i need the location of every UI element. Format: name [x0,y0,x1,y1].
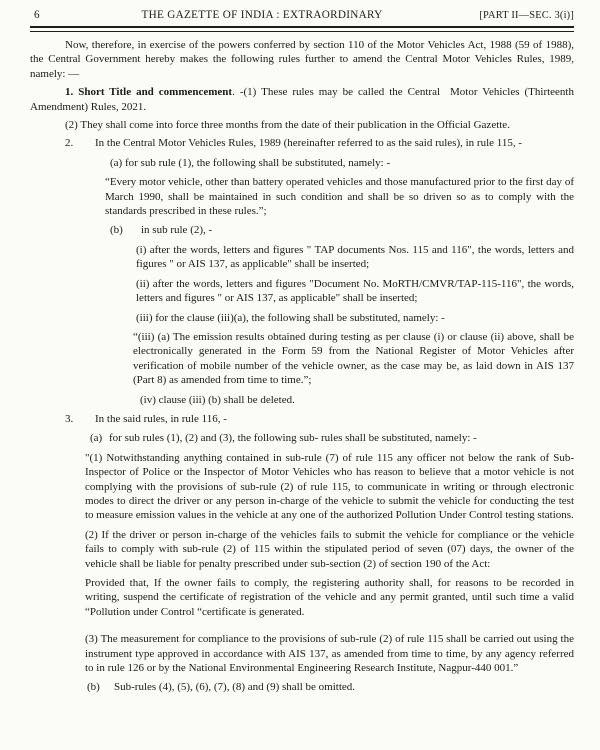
amendment-item-2 [65,136,574,150]
item-2-number: 2. [65,137,74,150]
clause-2b-iii: (iii) for the clause (iii)(a), the following shall be substituted, namely: - [136,311,445,324]
rule-1-paragraph [30,85,574,114]
gazette-title: THE GAZETTE OF INDIA : EXTRAORDINARY [141,9,383,21]
amendment-item-3 [65,412,574,426]
clause-3a-label: (a) [90,432,103,445]
rule-1-text: . -(1) These rules may be called the Central Motor Vehicles (Thirteenth Amendment) Rules, 2021. [30,86,574,113]
substituted-sub-rule-116-2: (2) If the driver or person in-charge of the vehicles fails to submit the vehicle for compliance or the vehicle fails to comply with sub-rule (2) of 115 within the stipulated period of seven (07) days, the owner of the vehicle shall be liable for penalty prescribed under sub-section (2) of section 190 of the Act: [85,528,574,570]
clause-3b [87,680,574,694]
item-3-text: In the said rules, in rule 116, - [95,412,227,425]
page-header [30,8,574,23]
clause-2b-text: in sub rule (2), - [141,224,213,237]
rule-1-sub-2: (2) They shall come into force three months from the date of their publication in the Official Gazette. [65,119,510,132]
part-section-label: [PART II—SEC. 3(i)] [479,10,574,21]
header-rule [30,26,574,32]
rule-1-heading: 1. Short Title and commencement [65,86,233,99]
clause-3b-text: Sub-rules (4), (5), (6), (7), (8) and (9) shall be omitted. [114,681,356,694]
substituted-sub-rule-116-3: (3) The measurement for compliance to the provisions of sub-rule (2) of rule 115 shall be carried out using the instrument type approved in accordance with AIS 137, as amended from time to time, by any agency referred to in rule 126 or by the National Environmental Engineering Research Institute, Nagpur-440 001.” [85,633,574,675]
item-2-text: In the Central Motor Vehicles Rules, 1989 (hereinafter referred to as the said rules), in rule 115, - [95,137,523,150]
item-3-number: 3. [65,412,74,425]
proviso-paragraph: Provided that, If the owner fails to comply, the registering authority shall, for reasons to be recorded in writing, suspend the certificate of registration of the vehicle and any permit granted, until such time a valid “Pollution under Control “certificate is generated. [85,577,574,618]
clause-2b-iv: (iv) clause (iii) (b) shall be deleted. [140,393,295,406]
intro-paragraph: Now, therefore, in exercise of the powers conferred by section 110 of the Motor Vehicles Act, 1988 (59 of 1988), the Central Government hereby makes the following rules further to amend the Central Motor Vehicles Rules, 1989, namely: — [30,39,574,80]
substituted-clause-iii-a-quote: “(iii) (a) The emission results obtained during testing as per clause (i) or clause (ii) above, shall be electronically generated in the Form 59 from the National Register of Motor Vehicles after verification of mobile number of the vehicle owner, as the case may be, as laid down in AIS 137 (Part 8) as amended from time to time.”; [133,330,574,387]
substituted-sub-rule-1-quote: “Every motor vehicle, other than battery operated vehicles and those manufactured prior to the first day of March 1990, shall be maintained in such condition and shall be so driven so as to comply with the standards prescribed in these rules.”; [105,176,574,218]
substituted-sub-rule-116-1: "(1) Notwithstanding anything contained in sub-rule (7) of rule 115 any officer not below the rank of Sub-Inspector of Police or the Inspector of Motor Vehicles who has reason to believe that a motor vehicle is not complying with the provisions of sub-rule (2) of rule 115, to communicate in writing or through electronic modes to direct the driver or any person in-charge of the vehicle to submit the vehicle for conducting the test to measure emission values in the vehicle at any one of the authorized Pollution Under Control testing stations. [85,451,574,522]
page-number: 6 [34,9,40,21]
clause-2b [110,223,574,237]
clause-2b-ii: (ii) after the words, letters and figures "Document No. MoRTH/CMVR/TAP-115-116", the words, letters and figures " or AIS 137, as applicable" shall be inserted; [136,277,574,305]
clause-2a: (a) for sub rule (1), the following shall be substituted, namely: - [110,156,391,169]
clause-3a [90,431,574,445]
clause-3b-label: (b) [87,681,100,694]
clause-2b-i: (i) after the words, letters and figures " TAP documents Nos. 115 and 116", the words, letters and figures " or AIS 137, as applicable" shall be inserted; [136,243,574,271]
clause-3a-text: for sub rules (1), (2) and (3), the following sub- rules shall be substituted, namely: - [109,432,477,445]
clause-2b-label: (b) [110,224,123,237]
